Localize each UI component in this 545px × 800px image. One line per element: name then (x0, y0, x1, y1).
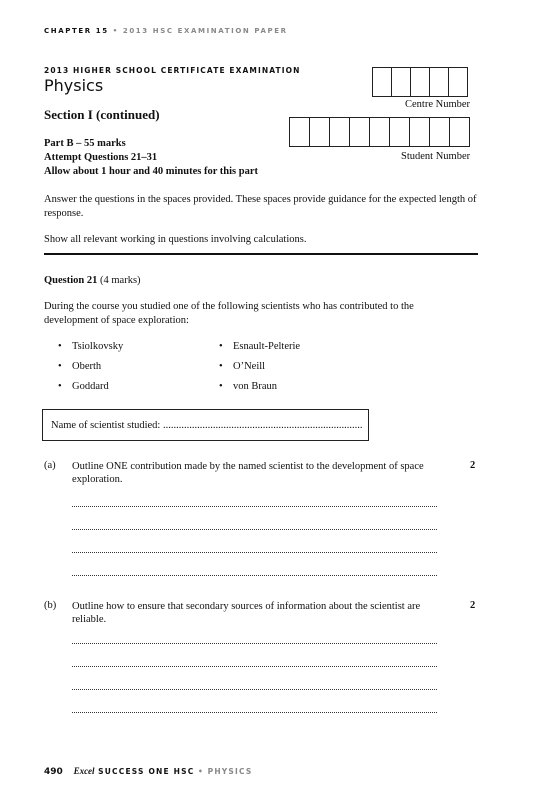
answer-line-a2[interactable] (72, 529, 437, 530)
student-digit-box[interactable] (389, 117, 410, 147)
scientist-name-label: Name of scientist studied: ............................................................................ (51, 420, 363, 431)
scientist-name-field[interactable] (42, 409, 369, 441)
attempt-line: Attempt Questions 21–31 (44, 152, 158, 163)
header-separator: • (112, 27, 119, 35)
chapter-label: CHAPTER 15 (44, 27, 109, 35)
running-header (44, 27, 288, 35)
list-item: • Oberth (58, 361, 102, 372)
answer-line-b1[interactable] (72, 643, 437, 644)
student-number-label: Student Number (401, 151, 471, 162)
centre-number-boxes[interactable] (372, 67, 468, 97)
student-number-boxes[interactable] (289, 117, 470, 147)
student-digit-box[interactable] (409, 117, 430, 147)
student-digit-box[interactable] (309, 117, 330, 147)
list-item: • Esnault-Pelterie (219, 341, 301, 352)
answer-line-a3[interactable] (72, 552, 437, 553)
instruction-response-space: Answer the questions in the spaces provided. These spaces provide guidance for the expected length of response. (44, 194, 477, 219)
answer-line-a1[interactable] (72, 506, 437, 507)
student-digit-box[interactable] (369, 117, 390, 147)
footer-separator: • (198, 767, 205, 776)
page-footer (44, 766, 252, 777)
question-intro: During the course you studied one of the following scientists who has contributed to the development of space exploration: (44, 301, 414, 326)
brand-excel: Excel (73, 766, 95, 776)
answer-line-b4[interactable] (72, 712, 437, 713)
student-digit-box[interactable] (449, 117, 470, 147)
page-number: 490 (44, 767, 63, 777)
paper-label: 2013 HSC EXAMINATION PAPER (122, 27, 288, 35)
centre-number-label: Centre Number (405, 99, 471, 110)
section-divider (44, 253, 478, 255)
answer-line-b2[interactable] (72, 666, 437, 667)
list-item: • von Braun (219, 381, 278, 392)
student-digit-box[interactable] (329, 117, 350, 147)
part-a-mark: 2 (470, 460, 476, 471)
question-number: Question 21 (44, 275, 98, 286)
answer-line-a4[interactable] (72, 575, 437, 576)
centre-digit-box[interactable] (391, 67, 411, 97)
list-item: • Tsiolkovsky (58, 341, 124, 352)
centre-digit-box[interactable] (372, 67, 392, 97)
centre-digit-box[interactable] (429, 67, 449, 97)
section-title: Section I (continued) (44, 107, 160, 122)
footer-subject: PHYSICS (207, 767, 253, 776)
student-digit-box[interactable] (349, 117, 370, 147)
list-item: • Goddard (58, 381, 109, 392)
part-b-label: (b) (44, 600, 57, 611)
student-digit-box[interactable] (429, 117, 450, 147)
part-b-mark: 2 (470, 600, 476, 611)
student-digit-box[interactable] (289, 117, 310, 147)
part-a-text: Outline ONE contribution made by the named scientist to the development of space exploration. (72, 461, 424, 485)
question-marks: (4 marks) (100, 275, 141, 286)
subject-title: Physics (44, 76, 104, 95)
exam-title: 2013 HIGHER SCHOOL CERTIFICATE EXAMINATION (44, 66, 301, 75)
centre-digit-box[interactable] (410, 67, 430, 97)
list-item: • O’Neill (219, 361, 266, 372)
question-heading (44, 275, 141, 286)
answer-line-b3[interactable] (72, 689, 437, 690)
instruction-working: Show all relevant working in questions involving calculations. (44, 234, 307, 245)
brand-series: SUCCESS ONE HSC (98, 767, 195, 776)
time-allowance: Allow about 1 hour and 40 minutes for this part (44, 166, 259, 177)
part-heading: Part B – 55 marks (44, 138, 126, 149)
part-b-text: Outline how to ensure that secondary sources of information about the scientist are reliable. (72, 601, 421, 625)
part-a-label: (a) (44, 460, 56, 471)
centre-digit-box[interactable] (448, 67, 468, 97)
